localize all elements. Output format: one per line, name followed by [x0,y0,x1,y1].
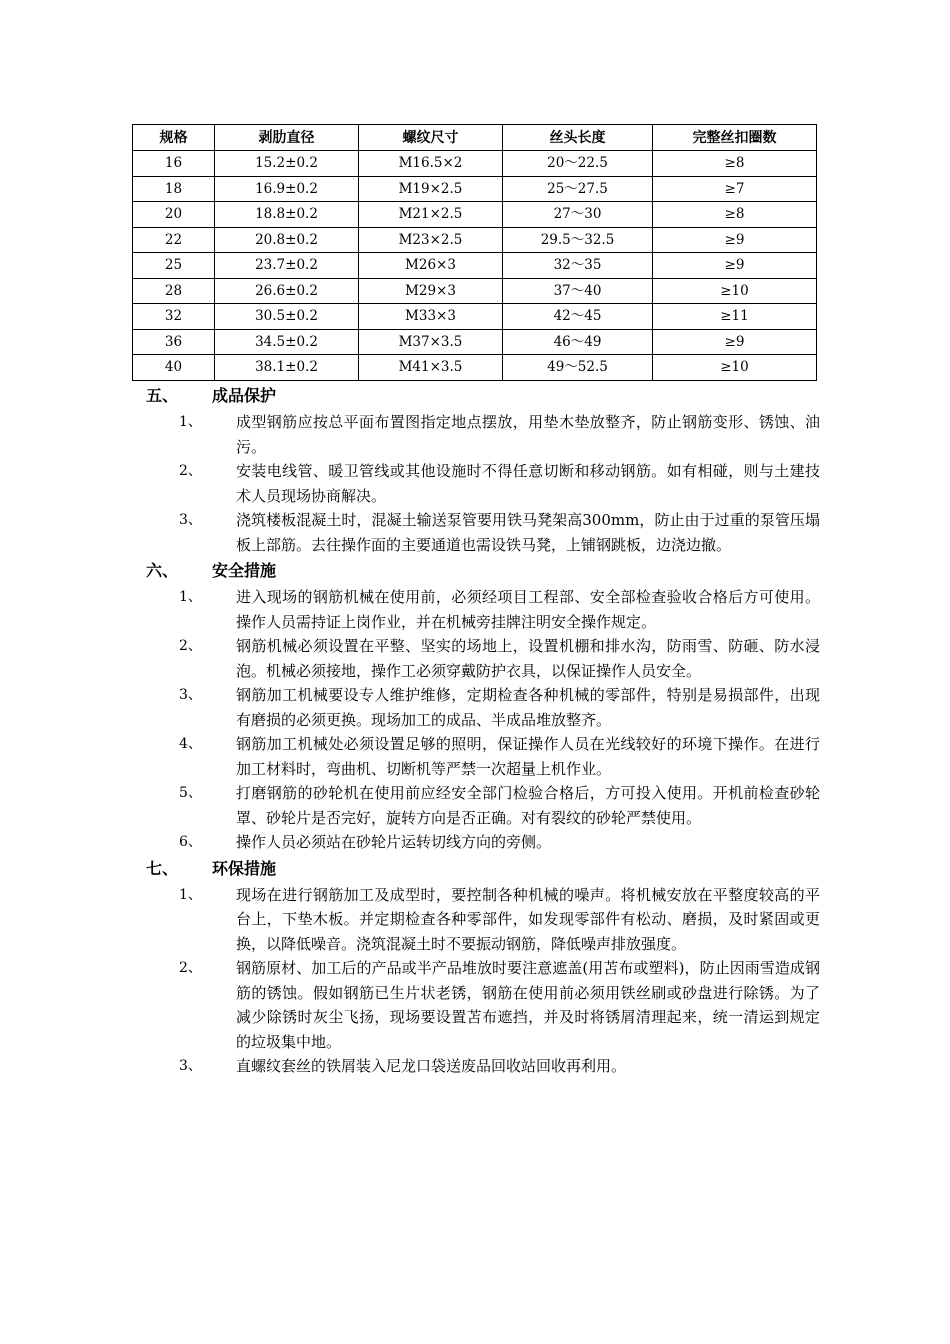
table-cell: 20.8±0.2 [215,227,359,253]
table-row [133,304,817,330]
item-number: 2、 [179,638,202,654]
table-cell: 46～49 [503,329,653,355]
section-title: 安全措施 [212,561,277,580]
table-row [133,253,817,279]
table-cell: M33×3 [359,304,503,330]
item-number: 4、 [179,736,202,752]
table-cell: 37～40 [503,278,653,304]
table-cell: 16 [133,151,215,177]
table-row [133,202,817,228]
table-cell: 29.5～32.5 [503,227,653,253]
header-full-thread-turns: 完整丝扣圈数 [653,125,817,151]
item-text: 钢筋机械必须设置在平整、坚实的场地上，设置机棚和排水沟，防雨雪、防砸、防水浸泡。机械必须接地，操作工必须穿戴防护衣具，以保证操作人员安全。 [236,637,820,680]
table-cell: 27～30 [503,202,653,228]
table-cell: M37×3.5 [359,329,503,355]
thread-spec-table [132,124,817,381]
document-sections [0,382,950,1079]
table-cell: 18.8±0.2 [215,202,359,228]
item-number: 3、 [179,512,202,528]
section-title: 环保措施 [212,858,277,878]
table-row [133,176,817,202]
table-cell: 36 [133,329,215,355]
table-row [133,227,817,253]
list-item [0,883,950,957]
item-text: 直螺纹套丝的铁屑装入尼龙口袋送废品回收站回收再利用。 [236,1057,627,1075]
section-heading [0,855,950,883]
table-cell: 22 [133,227,215,253]
section-title: 成品保护 [212,386,277,405]
item-number: 1、 [179,886,202,903]
item-number: 6、 [179,834,202,850]
table-cell: M21×2.5 [359,202,503,228]
table-cell: M16.5×2 [359,151,503,177]
table-cell: M41×3.5 [359,355,503,381]
list-item [0,781,950,830]
list-item [0,634,950,683]
table-cell: ≥9 [653,227,817,253]
item-number: 3、 [179,1058,202,1074]
list-item [0,830,950,855]
item-text: 操作人员必须站在砂轮片运转切线方向的旁侧。 [236,833,552,851]
section-number: 七、 [146,858,179,878]
table-cell: ≥7 [653,176,817,202]
table-cell: 42～45 [503,304,653,330]
list-item [0,459,950,508]
item-text: 钢筋原材、加工后的产品或半产品堆放时要注意遮盖(用苫布或塑料)，防止因雨雪造成钢筋的锈蚀。假如钢筋已生片状老锈，钢筋在使用前必须用铁丝刷或砂盘进行除锈。为了减少除锈时灰尘飞扬，现场要设置苫布遮挡，并及时将锈屑清理起来，统一清运到规定的垃圾集中地。 [236,959,820,1051]
table-row [133,329,817,355]
list-item [0,683,950,732]
table-cell: ≥9 [653,329,817,355]
table-cell: M26×3 [359,253,503,279]
header-stripped-diameter: 剥肋直径 [215,125,359,151]
table-row [133,355,817,381]
table-cell: 30.5±0.2 [215,304,359,330]
item-number: 2、 [179,960,202,976]
list-item [0,956,950,1054]
table-cell: M29×3 [359,278,503,304]
item-number: 5、 [179,785,202,801]
table-cell: 23.7±0.2 [215,253,359,279]
section-heading [0,382,950,410]
table-cell: 25 [133,253,215,279]
section-heading [0,557,950,585]
item-text: 现场在进行钢筋加工及成型时，要控制各种机械的噪声。将机械安放在平整度较高的平台上，下垫木板。并定期检查各种零部件，如发现零部件有松动、磨损，及时紧固或更换，以降低噪音。浇筑混凝土时不要振动钢筋，降低噪声排放强度。 [236,885,820,953]
table-row [133,278,817,304]
header-spec: 规格 [133,125,215,151]
table-header-row [133,125,817,151]
table-cell: ≥8 [653,202,817,228]
item-number: 2、 [179,463,202,479]
header-thread-length: 丝头长度 [503,125,653,151]
item-number: 1、 [179,589,202,605]
item-text: 成型钢筋应按总平面布置图指定地点摆放，用垫木垫放整齐，防止钢筋变形、锈蚀、油污。 [236,413,820,456]
table-cell: ≥11 [653,304,817,330]
table-cell: 25～27.5 [503,176,653,202]
item-text: 打磨钢筋的砂轮机在使用前应经安全部门检验合格后，方可投入使用。开机前检查砂轮罩、砂轮片是否完好，旋转方向是否正确。对有裂纹的砂轮严禁使用。 [236,784,820,827]
section-number: 六、 [146,561,179,580]
table-cell: 40 [133,355,215,381]
table-row [133,151,817,177]
table-cell: 49～52.5 [503,355,653,381]
list-item [0,585,950,634]
table-cell: 32 [133,304,215,330]
item-text: 浇筑楼板混凝土时，混凝土输送泵管要用铁马凳架高300mm，防止由于过重的泵管压塌板上部筋。去往操作面的主要通道也需设铁马凳，上铺钢跳板，边浇边撤。 [236,511,820,554]
list-item [0,508,950,557]
table-cell: ≥9 [653,253,817,279]
table-cell: 28 [133,278,215,304]
header-thread-size: 螺纹尺寸 [359,125,503,151]
table-cell: 20～22.5 [503,151,653,177]
item-text: 进入现场的钢筋机械在使用前，必须经项目工程部、安全部检查验收合格后方可使用。操作人员需持证上岗作业，并在机械旁挂牌注明安全操作规定。 [236,588,820,631]
table-cell: ≥10 [653,355,817,381]
table-cell: 34.5±0.2 [215,329,359,355]
section-number: 五、 [146,386,179,405]
item-text: 安装电线管、暖卫管线或其他设施时不得任意切断和移动钢筋。如有相碰，则与土建技术人员现场协商解决。 [236,462,820,505]
list-item [0,1054,950,1079]
table-cell: 15.2±0.2 [215,151,359,177]
table-cell: 38.1±0.2 [215,355,359,381]
item-number: 3、 [179,687,202,703]
item-number: 1、 [179,414,202,430]
table-cell: 32～35 [503,253,653,279]
table-cell: ≥8 [653,151,817,177]
table-cell: ≥10 [653,278,817,304]
list-item [0,410,950,459]
table-cell: 16.9±0.2 [215,176,359,202]
item-text: 钢筋加工机械要设专人维护维修，定期检查各种机械的零部件，特别是易损部件，出现有磨损的必须更换。现场加工的成品、半成品堆放整齐。 [236,686,820,729]
table-cell: 20 [133,202,215,228]
table-cell: M23×2.5 [359,227,503,253]
table-cell: 18 [133,176,215,202]
table-cell: 26.6±0.2 [215,278,359,304]
list-item [0,732,950,781]
table-cell: M19×2.5 [359,176,503,202]
item-text: 钢筋加工机械处必须设置足够的照明，保证操作人员在光线较好的环境下操作。在进行加工材料时，弯曲机、切断机等严禁一次超量上机作业。 [236,735,820,778]
